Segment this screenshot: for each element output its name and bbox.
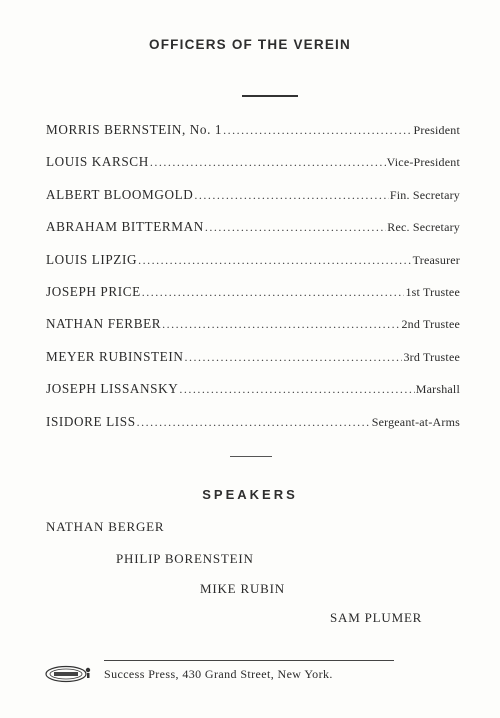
officer-name: MEYER RUBINSTEIN: [46, 348, 184, 364]
officer-row: [46, 122, 460, 154]
officer-role: President: [413, 123, 460, 137]
speaker-name: NATHAN BERGER: [46, 519, 165, 534]
officers-list: [46, 122, 460, 446]
officer-row: [46, 154, 460, 186]
officer-role: Marshall: [415, 382, 460, 397]
leader-dots: [150, 155, 386, 170]
officer-name: JOSEPH PRICE: [46, 283, 141, 299]
officer-role: 2nd Trustee: [401, 317, 460, 332]
officer-name: NATHAN FERBER: [46, 316, 162, 332]
leader-dots: [137, 415, 371, 430]
officer-name: ABRAHAM BITTERMAN: [46, 219, 204, 235]
page-title: OFFICERS OF THE VEREIN: [149, 37, 351, 52]
officer-role: Sergeant-at-Arms: [371, 414, 460, 429]
printer-union-label-icon: [44, 665, 94, 683]
officer-name: LOUIS LIPZIG: [46, 251, 138, 267]
officer-name: ALBERT BLOOMGOLD: [46, 186, 194, 202]
section-divider: [230, 456, 272, 457]
speaker-name: PHILIP BORENSTEIN: [116, 551, 254, 566]
officer-name: LOUIS KARSCH: [46, 154, 149, 170]
officer-role: Rec. Secretary: [387, 220, 460, 235]
officer-row: [46, 187, 460, 219]
officer-role: 3rd Trustee: [403, 349, 460, 364]
printer-imprint: Success Press, 430 Grand Street, New York.: [104, 667, 333, 681]
officer-role: Vice-President: [386, 155, 460, 170]
leader-dots: [223, 123, 412, 138]
officer-row: [46, 316, 460, 348]
officer-role: Treasurer: [412, 252, 460, 267]
officer-row: [46, 414, 460, 446]
leader-dots: [142, 285, 405, 300]
leader-dots: [162, 317, 400, 332]
title-divider: [242, 95, 298, 97]
leader-dots: [205, 220, 386, 235]
officer-name: JOSEPH LISSANSKY: [46, 381, 179, 397]
speakers-heading: SPEAKERS: [202, 487, 298, 502]
leader-dots: [138, 253, 412, 268]
leader-dots: [179, 382, 414, 397]
speaker-name: MIKE RUBIN: [200, 581, 285, 596]
officer-name: ISIDORE LISS: [46, 413, 136, 429]
speaker-name: SAM PLUMER: [330, 610, 423, 625]
officer-role: 1st Trustee: [405, 284, 460, 299]
officer-role: Fin. Secretary: [389, 187, 460, 202]
leader-dots: [194, 188, 388, 203]
officer-row: [46, 219, 460, 251]
officer-row: [46, 349, 460, 381]
footer-divider: [104, 660, 394, 661]
officer-row: [46, 381, 460, 413]
leader-dots: [184, 350, 402, 365]
officer-row: [46, 284, 460, 316]
officer-row: [46, 252, 460, 284]
officer-name: MORRIS BERNSTEIN, No. 1: [46, 122, 223, 137]
